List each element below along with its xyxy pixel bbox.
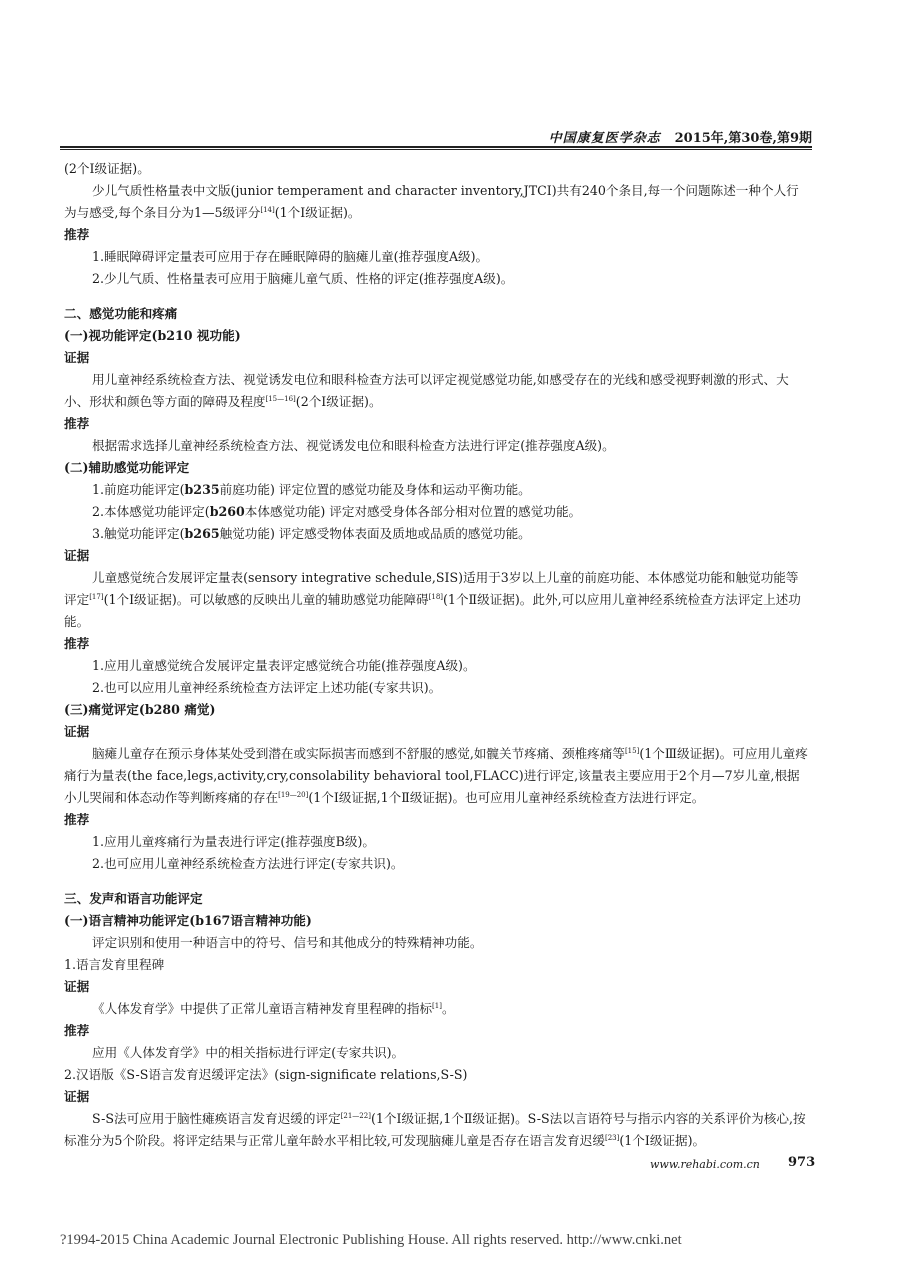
citation: [15] [624, 746, 640, 755]
citation: [1] [432, 1001, 442, 1010]
recommendation-label: 推荐 [64, 812, 90, 827]
running-header [60, 124, 812, 146]
article-body [64, 158, 810, 1152]
evidence-label: 证据 [64, 724, 90, 739]
header-rule-thin [60, 149, 812, 150]
item-heading: 1.语言发育里程碑 [64, 957, 165, 972]
paragraph: 应用《人体发育学》中的相关指标进行评定(专家共识)。 [92, 1045, 405, 1060]
list-item: 1.前庭功能评定(b235前庭功能) 评定位置的感觉功能及身体和运动平衡功能。 [92, 482, 531, 497]
list-item: 3.触觉功能评定(b265触觉功能) 评定感受物体表面及质地或品质的感觉功能。 [92, 526, 531, 541]
page-number: 973 [788, 1155, 816, 1170]
list-item: 1.睡眠障碍评定量表可应用于存在睡眠障碍的脑瘫儿童(推荐强度A级)。 [92, 249, 489, 264]
recommendation-label: 推荐 [64, 636, 90, 651]
paragraph: S-S法可应用于脑性瘫痪语言发育迟缓的评定[21—22](1个Ⅰ级证据,1个Ⅱ级证据)。S-S法以言语符号与指示内容的关系评价为核心,按标准分为5个阶段。将评定结果与正常儿童年龄水平相比较,可发现脑瘫儿童是否存在语言发育迟缓[23](1个Ⅰ级证据)。 [64, 1111, 806, 1148]
citation: [18] [428, 592, 444, 601]
evidence-label: 证据 [64, 548, 90, 563]
recommendation-label: 推荐 [64, 416, 90, 431]
issue-info: 2015年,第30卷,第9期 [674, 131, 812, 146]
section-heading: 三、发声和语言功能评定 [64, 891, 203, 906]
section-heading: 二、感觉功能和疼痛 [64, 306, 178, 321]
citation: [15—16] [265, 394, 296, 403]
list-item: 1.应用儿童感觉统合发展评定量表评定感觉统合功能(推荐强度A级)。 [92, 658, 476, 673]
journal-name: 中国康复医学杂志 [548, 131, 661, 146]
evidence-label: 证据 [64, 1089, 90, 1104]
subsection-heading: (三)痛觉评定(b280 痛觉) [64, 702, 216, 717]
paragraph: 少儿气质性格量表中文版(junior temperament and character inventory,JTCI)共有240个条目,每一个问题陈述一种个人行为与感受,每个条目分为1—5级评分[14](1个Ⅰ级证据)。 [64, 183, 799, 220]
paragraph: 根据需求选择儿童神经系统检查方法、视觉诱发电位和眼科检查方法进行评定(推荐强度A级)。 [92, 438, 615, 453]
paragraph: (2个Ⅰ级证据)。 [64, 161, 150, 176]
paragraph: 儿童感觉统合发展评定量表(sensory integrative schedule,SIS)适用于3岁以上儿童的前庭功能、本体感觉功能和触觉功能等评定[17](1个Ⅰ级证据)。可以敏感的反映出儿童的辅助感觉功能障碍[18](1个Ⅱ级证据)。此外,可以应用儿童神经系统检查方法评定上述功能。 [64, 570, 801, 629]
evidence-label: 证据 [64, 979, 90, 994]
recommendation-label: 推荐 [64, 1023, 90, 1038]
citation: [23] [604, 1133, 620, 1142]
list-item: 1.应用儿童疼痛行为量表进行评定(推荐强度B级)。 [92, 834, 375, 849]
citation: [14] [260, 205, 275, 214]
subsection-heading: (二)辅助感觉功能评定 [64, 460, 190, 475]
recommendation-label: 推荐 [64, 227, 90, 242]
subsection-heading: (一)视功能评定(b210 视功能) [64, 328, 241, 343]
item-heading: 2.汉语版《S-S语言发育迟缓评定法》(sign-significate relations,S-S) [64, 1067, 468, 1082]
list-item: 2.也可应用儿童神经系统检查方法进行评定(专家共识)。 [92, 856, 404, 871]
list-item: 2.少儿气质、性格量表可应用于脑瘫儿童气质、性格的评定(推荐强度A级)。 [92, 271, 514, 286]
footer-url[interactable]: www.rehabi.com.cn [650, 1158, 760, 1171]
paragraph: 评定识别和使用一种语言中的符号、信号和其他成分的特殊精神功能。 [92, 935, 483, 950]
citation: [17] [89, 592, 104, 601]
list-item: 2.本体感觉功能评定(b260本体感觉功能) 评定对感受身体各部分相对位置的感觉功能。 [92, 504, 582, 519]
citation: [21—22] [340, 1111, 371, 1120]
copyright-notice: ?1994-2015 China Academic Journal Electronic Publishing House. All rights reserved. http://www.cnki.net [60, 1232, 682, 1248]
subsection-heading: (一)语言精神功能评定(b167语言精神功能) [64, 913, 312, 928]
list-item: 2.也可以应用儿童神经系统检查方法评定上述功能(专家共识)。 [92, 680, 442, 695]
paragraph: 《人体发育学》中提供了正常儿童语言精神发育里程碑的指标[1]。 [92, 1001, 455, 1016]
evidence-label: 证据 [64, 350, 90, 365]
paragraph: 脑瘫儿童存在预示身体某处受到潜在或实际损害而感到不舒服的感觉,如髋关节疼痛、颈椎疼痛等[15](1个Ⅲ级证据)。可应用儿童疼痛行为量表(the face,legs,activity,cry,consolability behavioral tool,FLACC)进行评定,该量表主要应用于2个月—7岁儿童,根据小儿哭闹和体态动作等判断疼痛的存在[19—20](1个Ⅰ级证据,1个Ⅱ级证据)。也可应用儿童神经系统检查方法进行评定。 [64, 746, 808, 805]
header-rule [60, 146, 812, 148]
paragraph: 用儿童神经系统检查方法、视觉诱发电位和眼科检查方法可以评定视觉感觉功能,如感受存在的光线和感受视野刺激的形式、大小、形状和颜色等方面的障碍及程度[15—16](2个Ⅰ级证据)。 [64, 372, 789, 409]
citation: [19—20] [278, 790, 309, 799]
